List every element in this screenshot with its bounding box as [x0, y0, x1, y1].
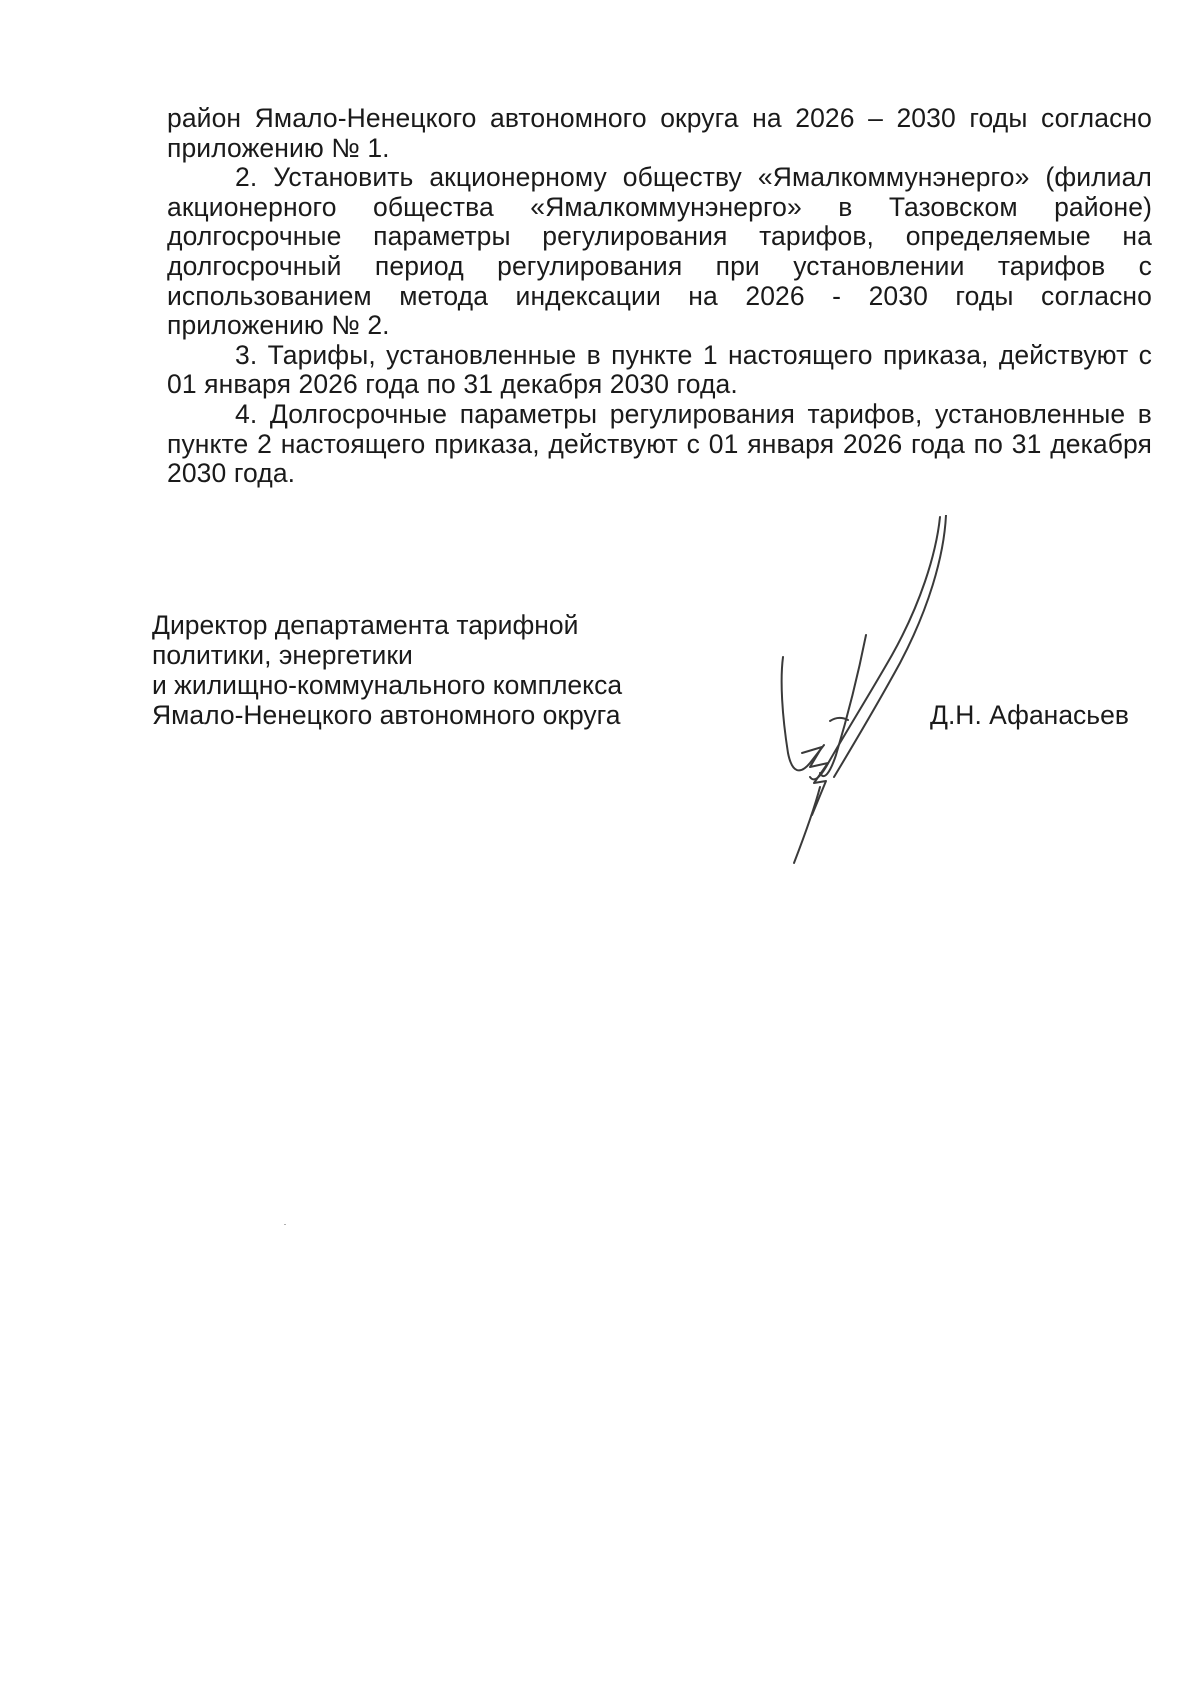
signatory-name: Д.Н. Афанасьев	[930, 700, 1129, 730]
paragraph-2: 2. Установить акционерному обществу «Ямалкоммунэнерго» (филиал акционерного общества «Ямалкоммунэнерго» в Тазовском районе) долгосрочные параметры регулирования тарифов, определяемые на долгосрочный период регулирования при установлении тарифов с использованием метода индексации на 2026 - 2030 годы согласно приложению № 2.	[167, 162, 1152, 341]
scan-speck	[284, 1224, 286, 1225]
position-line-2: политики, энергетики	[152, 640, 413, 670]
paragraph-1-continuation: район Ямало-Ненецкого автономного округа на 2026 – 2030 годы согласно приложению № 1.	[167, 103, 1152, 163]
paragraph-4: 4. Долгосрочные параметры регулирования тарифов, установленные в пункте 2 настоящего приказа, действуют с 01 января 2026 года по 31 декабря 2030 года.	[167, 398, 1152, 489]
paragraph-3: 3. Тарифы, установленные в пункте 1 настоящего приказа, действуют с 01 января 2026 года по 31 декабря 2030 года.	[167, 339, 1152, 400]
position-line-3: и жилищно-коммунального комплекса	[152, 670, 623, 700]
position-line-1: Директор департамента тарифной	[152, 610, 579, 640]
position-line-4: Ямало-Ненецкого автономного округа	[152, 700, 621, 730]
handwritten-signature	[740, 515, 970, 865]
document-body	[167, 104, 1152, 489]
signatory-position	[152, 610, 712, 730]
